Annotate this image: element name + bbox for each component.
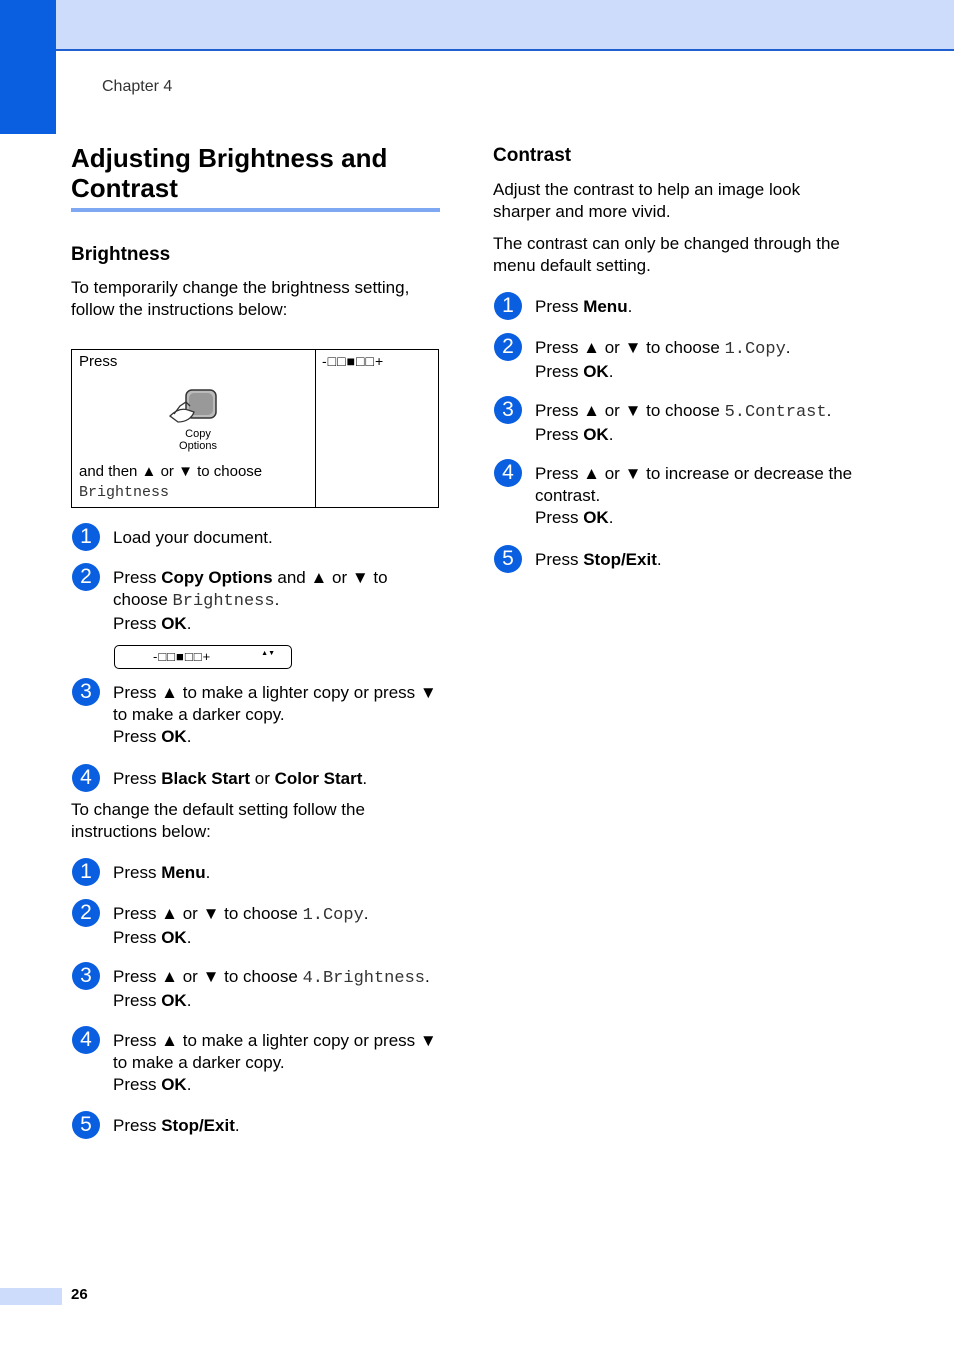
step-text: Press ▲ to make a lighter copy or press ▼ to make a darker copy. Press OK. xyxy=(113,1031,437,1094)
lcd-display xyxy=(114,645,292,669)
chapter-label: Chapter 4 xyxy=(102,78,173,95)
contrast-intro: Adjust the contrast to help an image look sharper and more vivid. xyxy=(493,180,801,221)
chapter-tab xyxy=(0,0,56,134)
shortcut-table xyxy=(71,349,439,508)
shortcut-then-label: and then ▲ or ▼ to choose xyxy=(79,463,263,480)
step-text: Press ▲ or ▼ to choose 5.Contrast. Press OK. xyxy=(535,401,832,444)
step-text: Press ▲ or ▼ to choose 1.Copy. Press OK. xyxy=(113,904,369,947)
copy-options-key-label: Copy Options xyxy=(179,428,217,452)
step-text: Press ▲ or ▼ to choose 1.Copy. Press OK. xyxy=(535,338,791,381)
step-text: Press ▲ to make a lighter copy or press ▼ to make a darker copy. Press OK. xyxy=(113,683,437,746)
step-text: Press ▲ or ▼ to increase or decrease the contrast. Press OK. xyxy=(535,464,853,527)
step-number: 4 xyxy=(72,1026,100,1054)
step-number: 1 xyxy=(72,523,100,551)
page-number: 26 xyxy=(71,1286,88,1303)
step-number: 2 xyxy=(72,563,100,591)
step-number: 2 xyxy=(72,899,100,927)
title-underline xyxy=(71,208,440,212)
step-text: Press Stop/Exit. xyxy=(113,1116,240,1135)
shortcut-menu-item: Brightness xyxy=(79,484,170,501)
footer-bar xyxy=(0,1288,62,1305)
step-text: Press ▲ or ▼ to choose 4.Brightness. Press OK. xyxy=(113,967,430,1010)
contrast-heading: Contrast xyxy=(493,145,572,166)
step-text: Press Copy Options and ▲ or ▼ to choose Brightness. Press OK. xyxy=(113,568,388,633)
step-number: 4 xyxy=(494,459,522,487)
header-band xyxy=(0,0,954,51)
brightness-heading: Brightness xyxy=(71,244,171,265)
brightness-intro: To temporarily change the brightness setting, follow the instructions below: xyxy=(71,278,410,319)
shortcut-lcd-display: -□□■□□+ xyxy=(322,353,385,369)
step-number: 5 xyxy=(494,545,522,573)
lcd-brightness-scale: -□□■□□+ xyxy=(153,649,212,664)
step-number: 3 xyxy=(494,396,522,424)
default-intro: To change the default setting follow the instructions below: xyxy=(71,800,365,841)
step-number: 1 xyxy=(72,858,100,886)
contrast-note: The contrast can only be changed through the menu default setting. xyxy=(493,234,840,275)
step-number: 1 xyxy=(494,292,522,320)
shortcut-then-text xyxy=(79,462,262,503)
step-number: 4 xyxy=(72,764,100,792)
step-text: Press Menu. xyxy=(113,863,211,882)
step-number: 2 xyxy=(494,333,522,361)
page-title: Adjusting Brightness and Contrast xyxy=(71,143,388,203)
step-number: 3 xyxy=(72,678,100,706)
step-text: Press Menu. xyxy=(535,297,633,316)
shortcut-instructions xyxy=(72,350,316,507)
step-text: Press Stop/Exit. xyxy=(535,550,662,569)
updown-arrow-icon: ▲▼ xyxy=(261,650,275,657)
shortcut-press-label: Press xyxy=(79,353,118,370)
step-text: Press Black Start or Color Start. xyxy=(113,769,368,788)
step-number: 3 xyxy=(72,962,100,990)
step-number: 5 xyxy=(72,1111,100,1139)
step-text: Load your document. xyxy=(113,528,273,547)
